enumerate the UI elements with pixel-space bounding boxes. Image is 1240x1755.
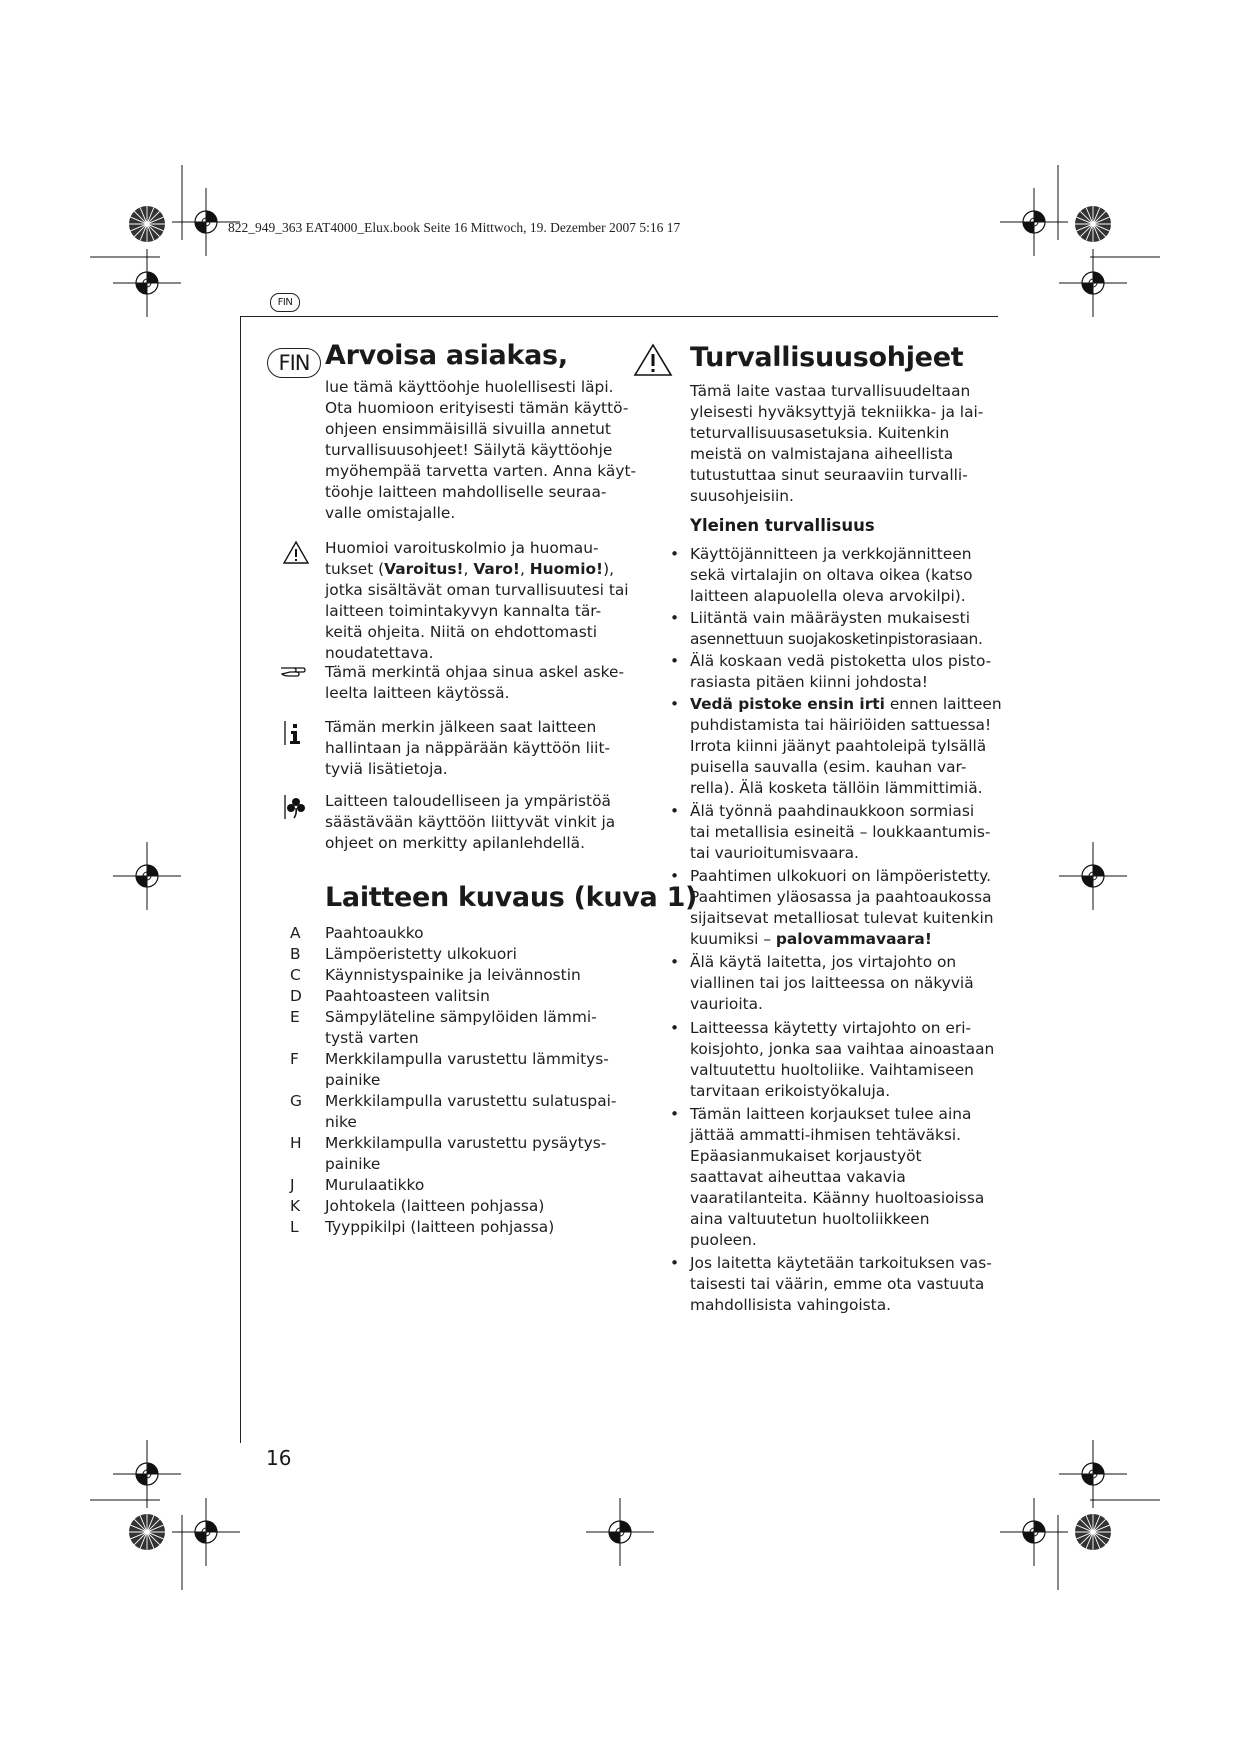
text-line: säästävään käyttöön liittyvät vinkit ja bbox=[325, 813, 616, 831]
text-line: tai vaurioitumisvaara. bbox=[690, 844, 859, 862]
text-line: Merkkilampulla varustettu sulatuspai- bbox=[325, 1092, 617, 1110]
text-line: tarvitaan erikoistyökaluja. bbox=[690, 1082, 891, 1100]
part-letter: B bbox=[290, 945, 301, 963]
language-badge: FIN bbox=[270, 293, 300, 312]
intro-paragraph bbox=[325, 377, 637, 524]
text-line: töohje laitteen mahdolliselle seuraa- bbox=[325, 483, 607, 501]
text-line: viallinen tai jos laitteessa on näkyviä bbox=[690, 974, 974, 992]
text-line: valle omistajalle. bbox=[325, 504, 456, 522]
text-line bbox=[690, 694, 1002, 715]
text-line: Sämpyläteline sämpylöiden lämmi- bbox=[325, 1008, 597, 1026]
text-line: laitteen toimintakyvyn kannalta tär- bbox=[325, 602, 602, 620]
part-text: Paahtoasteen valitsin bbox=[325, 987, 490, 1005]
part-letter: J bbox=[290, 1176, 295, 1194]
text-line: tutustuttaa sinut seuraaviin turvalli- bbox=[690, 466, 968, 484]
general-safety-heading: Yleinen turvallisuus bbox=[690, 516, 875, 535]
safety-item bbox=[690, 866, 994, 950]
part-text bbox=[325, 1007, 597, 1049]
text-line: Tämän merkin jälkeen saat laitteen bbox=[325, 718, 597, 736]
text-line: keitä ohjeita. Niitä on ehdottomasti bbox=[325, 623, 598, 641]
text-line: yleisesti hyväksyttyjä tekniikka- ja lai- bbox=[690, 403, 984, 421]
text-line: puhdistamista tai häiriöiden sattuessa! bbox=[690, 716, 992, 734]
part-letter: E bbox=[290, 1008, 300, 1026]
text-line: myöhempää tarvetta varten. Anna käyt- bbox=[325, 462, 637, 480]
warning-keyword: Varoitus! bbox=[384, 560, 464, 578]
emphasis-text: palovammavaara! bbox=[775, 930, 932, 948]
text-line: vaaratilanteita. Käänny huoltoasioissa bbox=[690, 1189, 985, 1207]
bullet-dot: • bbox=[670, 1254, 680, 1272]
eco-note bbox=[325, 791, 625, 854]
emphasis-text: Vedä pistoke ensin irti bbox=[690, 695, 885, 713]
text-line: Tämä merkintä ohjaa sinua askel aske- bbox=[325, 663, 625, 681]
part-letter: D bbox=[290, 987, 302, 1005]
text-line: Irrota kiinni jäänyt paahtoleipä tylsällä bbox=[690, 737, 987, 755]
part-letter: L bbox=[290, 1218, 299, 1236]
text-line: puoleen. bbox=[690, 1231, 757, 1249]
bullet-dot: • bbox=[670, 802, 680, 820]
text-line bbox=[690, 929, 990, 950]
part-text: Lämpöeristetty ulkokuori bbox=[325, 945, 517, 963]
warning-keyword: Varo! bbox=[473, 560, 520, 578]
text-line: suusohjeisiin. bbox=[690, 487, 794, 505]
greeting-title: Arvoisa asiakas, bbox=[325, 340, 568, 371]
part-text bbox=[325, 1049, 609, 1091]
text-line: jotka sisältävät oman turvallisuutesi tai bbox=[325, 581, 629, 599]
text-line: Jos laitetta käytetään tarkoituksen vas- bbox=[690, 1254, 992, 1272]
text-line: Tämä laite vastaa turvallisuudeltaan bbox=[690, 382, 971, 400]
text-line: Paahtimen ulkokuori on lämpöeristetty. bbox=[690, 867, 991, 885]
warning-triangle-icon bbox=[633, 343, 673, 377]
text-line: Älä käytä laitetta, jos virtajohto on bbox=[690, 953, 957, 971]
text-line: painike bbox=[325, 1071, 381, 1089]
part-text: Tyyppikilpi (laitteen pohjassa) bbox=[325, 1218, 555, 1236]
text-fragment: tukset ( bbox=[325, 560, 385, 578]
text-line: koisjohto, jonka saa vaihtaa ainoastaan bbox=[690, 1040, 995, 1058]
text-line: ohjeet on merkitty apilanlehdellä. bbox=[325, 834, 585, 852]
text-line: Merkkilampulla varustettu lämmitys- bbox=[325, 1050, 609, 1068]
text-line: Ota huomioon erityisesti tämän käyttö- bbox=[325, 399, 629, 417]
info-icon bbox=[284, 720, 306, 746]
description-title: Laitteen kuvaus (kuva 1) bbox=[325, 882, 698, 913]
text-line: saattavat aiheuttaa vakavia bbox=[690, 1168, 906, 1186]
safety-item bbox=[690, 608, 990, 650]
part-letter: G bbox=[290, 1092, 302, 1110]
part-text: Murulaatikko bbox=[325, 1176, 425, 1194]
safety-item bbox=[690, 544, 990, 607]
text-line: vaurioita. bbox=[690, 995, 763, 1013]
print-header: 822_949_363 EAT4000_Elux.book Seite 16 Mittwoch, 19. Dezember 2007 5:16 17 bbox=[228, 220, 681, 235]
safety-intro bbox=[690, 381, 990, 507]
text-line: noudatettava. bbox=[325, 644, 434, 662]
bullet-dot: • bbox=[670, 867, 680, 885]
text-line: sijaitsevat metalliosat tulevat kuitenkin bbox=[690, 909, 994, 927]
text-line: hallintaan ja näppärään käyttöön liit- bbox=[325, 739, 611, 757]
bullet-dot: • bbox=[670, 609, 680, 627]
text-line: nike bbox=[325, 1113, 357, 1131]
text-line: Huomioi varoituskolmio ja huomau- bbox=[325, 539, 599, 557]
part-letter: C bbox=[290, 966, 301, 984]
text-line: tystä varten bbox=[325, 1029, 419, 1047]
text-line: Laitteessa käytetty virtajohto on eri- bbox=[690, 1019, 972, 1037]
bullet-dot: • bbox=[670, 1019, 680, 1037]
text-line: mahdollisista vahingoista. bbox=[690, 1296, 892, 1314]
text-line: jättää ammatti-ihmisen tehtäväksi. bbox=[690, 1126, 962, 1144]
pointing-hand-icon bbox=[280, 664, 306, 680]
text-line: turvallisuusohjeet! Säilytä käyttöohje bbox=[325, 441, 613, 459]
text-line: Paahtimen yläosassa ja paahtoaukossa bbox=[690, 888, 992, 906]
text-line: taisesti tai väärin, emme ota vastuuta bbox=[690, 1275, 985, 1293]
text-line: Epäasianmukaiset korjaustyöt bbox=[690, 1147, 922, 1165]
bullet-dot: • bbox=[670, 953, 680, 971]
safety-item bbox=[690, 694, 1002, 799]
text-line: Merkkilampulla varustettu pysäytys- bbox=[325, 1134, 607, 1152]
part-letter: F bbox=[290, 1050, 299, 1068]
text-line: lue tämä käyttöohje huolellisesti läpi. bbox=[325, 378, 614, 396]
text-line: tyviä lisätietoja. bbox=[325, 760, 448, 778]
text-line: teturvallisuusasetuksia. Kuitenkin bbox=[690, 424, 950, 442]
bullet-dot: • bbox=[670, 545, 680, 563]
part-letter: A bbox=[290, 924, 301, 942]
text-line: valtuutettu huoltoliike. Vaihtamiseen bbox=[690, 1061, 974, 1079]
text-line: Älä työnnä paahdinaukkoon sormiasi bbox=[690, 802, 975, 820]
text-line: ohjeen ensimmäisillä sivuilla annetut bbox=[325, 420, 611, 438]
text-fragment: kuumiksi – bbox=[690, 930, 776, 948]
text-line: Laitteen taloudelliseen ja ympäristöä bbox=[325, 792, 611, 810]
part-letter: H bbox=[290, 1134, 302, 1152]
text-line: Älä koskaan vedä pistoketta ulos pisto- bbox=[690, 652, 992, 670]
safety-item bbox=[690, 1104, 990, 1251]
text-line: leelta laitteen käytössä. bbox=[325, 684, 510, 702]
text-line: Tämän laitteen korjaukset tulee aina bbox=[690, 1105, 972, 1123]
part-text: Johtokela (laitteen pohjassa) bbox=[325, 1197, 545, 1215]
bullet-dot: • bbox=[670, 695, 680, 713]
step-note bbox=[325, 662, 625, 704]
text-line: puisella sauvalla (esim. kauhan var- bbox=[690, 758, 967, 776]
text-line: Käyttöjännitteen ja verkkojännitteen bbox=[690, 545, 972, 563]
text-fragment: ), bbox=[603, 560, 614, 578]
text-line: tai metallisia esineitä – loukkaantumis- bbox=[690, 823, 991, 841]
part-text bbox=[325, 1133, 606, 1175]
text-line: sekä virtalajin on oltava oikea (katso bbox=[690, 566, 973, 584]
bullet-dot: • bbox=[670, 1105, 680, 1123]
safety-item bbox=[690, 1018, 995, 1102]
safety-item bbox=[690, 952, 990, 1015]
left-rule bbox=[240, 316, 241, 1443]
clover-leaf-icon bbox=[284, 794, 306, 820]
text-line: rella). Älä kosketa tällöin lämmittimiä. bbox=[690, 779, 983, 797]
warning-note bbox=[325, 538, 629, 664]
part-text bbox=[325, 1091, 616, 1133]
text-line bbox=[325, 559, 625, 580]
safety-title: Turvallisuusohjeet bbox=[690, 342, 964, 373]
page-number: 16 bbox=[266, 1446, 292, 1470]
top-rule bbox=[240, 316, 998, 317]
text-fragment: , bbox=[463, 560, 474, 578]
safety-item bbox=[690, 1253, 990, 1316]
part-text: Paahtoaukko bbox=[325, 924, 424, 942]
text-line: asennettuun suojakosketinpistorasiaan. bbox=[690, 630, 983, 648]
text-fragment: ennen laitteen bbox=[884, 695, 1002, 713]
text-line: rasiasta pitäen kiinni johdosta! bbox=[690, 673, 928, 691]
text-line: aina valtuutetun huoltoliikkeen bbox=[690, 1210, 930, 1228]
safety-item bbox=[690, 651, 990, 693]
text-line: laitteen alapuolella oleva arvokilpi). bbox=[690, 587, 966, 605]
warning-keyword: Huomio! bbox=[529, 560, 604, 578]
language-marker: FIN bbox=[267, 348, 321, 378]
bullet-dot: • bbox=[670, 652, 680, 670]
text-line: Liitäntä vain määräysten mukaisesti bbox=[690, 609, 970, 627]
part-text: Käynnistyspainike ja leivännostin bbox=[325, 966, 581, 984]
warning-triangle-icon bbox=[282, 540, 310, 565]
text-line: painike bbox=[325, 1155, 381, 1173]
safety-item bbox=[690, 801, 990, 864]
text-line: meistä on valmistajana aiheellista bbox=[690, 445, 954, 463]
info-note bbox=[325, 717, 625, 780]
text-fragment: , bbox=[519, 560, 530, 578]
part-letter: K bbox=[290, 1197, 301, 1215]
